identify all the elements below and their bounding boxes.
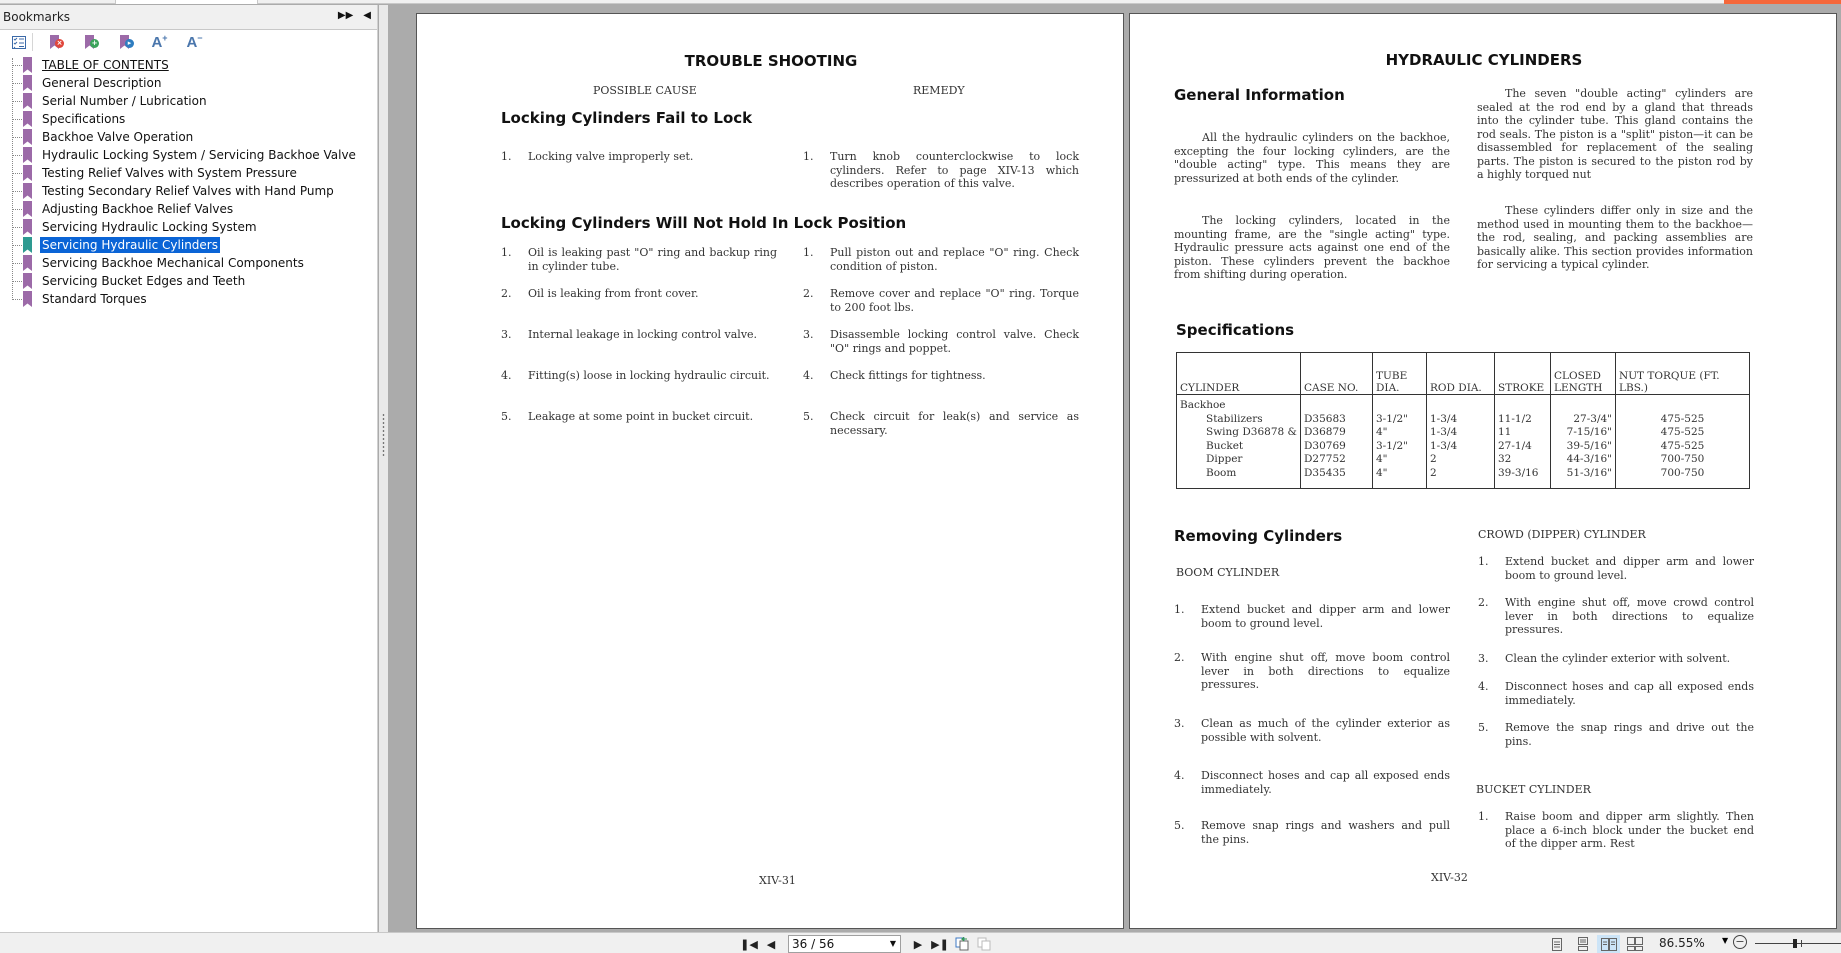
step-item: 1. Raise boom and dipper arm slightly. Then place a 6-inch block under the bucket end of the dipper arm. Rest xyxy=(1478,810,1754,850)
tab-active[interactable] xyxy=(116,0,258,4)
bookmark-icon xyxy=(23,201,32,217)
subheading-crowd-cylinder: CROWD (DIPPER) CYLINDER xyxy=(1478,528,1646,541)
bookmark-icon xyxy=(23,93,32,109)
cause-item: 1. Locking valve improperly set. xyxy=(501,150,694,163)
paragraph: These cylinders differ only in size and the method used in mounting them to the backhoe—the rod, sealing, and packing assemblies are basically alike. This section provides information for servicing a typical cylinder. xyxy=(1477,204,1753,271)
bookmark-tree xyxy=(0,54,377,308)
bookmark-item-bucket-edges[interactable]: Servicing Bucket Edges and Teeth xyxy=(0,272,377,290)
bookmark-icon xyxy=(23,57,32,73)
bookmark-item-standard-torques[interactable]: Standard Torques xyxy=(0,290,377,308)
font-increase-button[interactable] xyxy=(142,32,177,52)
bookmark-icon xyxy=(23,219,32,235)
column-header-cause: POSSIBLE CAUSE xyxy=(593,84,697,97)
cause-item: 3. Internal leakage in locking control valve. xyxy=(501,328,758,341)
bookmark-icon xyxy=(23,165,32,181)
continuous-view-button[interactable] xyxy=(1571,935,1594,953)
page-navigation xyxy=(738,935,995,953)
bookmark-icon xyxy=(23,75,32,91)
chevron-down-icon[interactable]: ▼ xyxy=(889,939,896,948)
step-item: 2. With engine shut off, move crowd control lever in both directions to equalize pressures. xyxy=(1478,596,1754,636)
bookmark-icon xyxy=(23,147,32,163)
remedy-item: 1. Pull piston out and replace "O" ring. Check condition of piston. xyxy=(803,246,1079,273)
first-page-button[interactable] xyxy=(738,936,760,953)
single-page-icon xyxy=(1552,938,1562,951)
add-bookmark-button[interactable]: + xyxy=(72,32,107,52)
last-page-icon: ▶❚ xyxy=(931,937,949,951)
remedy-item: 5. Check circuit for leak(s) and service as necessary. xyxy=(803,410,1079,437)
remedy-item: 3. Disassemble locking control valve. Check "O" rings and poppet. xyxy=(803,328,1079,355)
step-item: 3. Clean the cylinder exterior with solvent. xyxy=(1478,652,1731,665)
zoom-dropdown-icon[interactable]: ▼ xyxy=(1722,936,1729,945)
continuous-facing-icon xyxy=(1627,937,1643,951)
bookmark-icon xyxy=(23,111,32,127)
bookmark-item-general-description[interactable]: General Description xyxy=(0,74,377,92)
zoom-out-button[interactable]: − xyxy=(1733,935,1747,949)
bookmark-item-testing-relief-valves[interactable]: Testing Relief Valves with System Pressure xyxy=(0,164,377,182)
checklist-icon xyxy=(12,36,26,49)
section-heading: Removing Cylinders xyxy=(1174,527,1343,545)
table-row: Backhoe Stabilizers Swing D36878 & Bucket Dipper Boom D35683 D36879 D30769 D27752 D35435 3-1/2" 4" 3-1/2" 4" 4" 1-3/4 1-3/4 1-3/4 2 2 11-1/2 11 27-1/4 32 39-3/16 27-3/4" 7-15/16" 39-5/16" 44-3/16" 51-3/16" 475-525 475-525 475-525 700-750 700-750 xyxy=(1177,395,1750,489)
tab-strip xyxy=(0,0,1841,4)
bookmark-icon xyxy=(23,273,32,289)
previous-view-icon xyxy=(955,937,970,951)
facing-pages-icon xyxy=(1601,938,1617,951)
goto-bookmark-button[interactable]: ▸ xyxy=(107,32,142,52)
view-mode-buttons xyxy=(1545,935,1646,953)
splitter-grip-icon[interactable] xyxy=(382,413,385,457)
tab[interactable] xyxy=(0,0,116,4)
page-xiv-32 xyxy=(1129,13,1837,929)
page-number-field[interactable]: 36 / 56 ▼ xyxy=(788,935,901,953)
page-title: TROUBLE SHOOTING xyxy=(684,52,858,70)
section-heading: Locking Cylinders Will Not Hold In Lock Position xyxy=(501,214,907,232)
paragraph: The locking cylinders, located in the mounting frame, are the "single acting" type. Hydraulic pressure acts against one end of the piston. These cylinders prevent the backhoe from shifting during operation. xyxy=(1174,214,1450,281)
cause-item: 2. Oil is leaking from front cover. xyxy=(501,287,699,300)
last-page-button[interactable] xyxy=(929,936,951,953)
previous-view-button[interactable] xyxy=(951,936,973,953)
status-bar xyxy=(0,932,1841,953)
bookmark-item-adjusting-relief-valves[interactable]: Adjusting Backhoe Relief Valves xyxy=(0,200,377,218)
cause-item: 4. Fitting(s) loose in locking hydraulic circuit. xyxy=(501,369,770,382)
continuous-facing-view-button[interactable] xyxy=(1623,935,1646,953)
cause-item: 5. Leakage at some point in bucket circuit. xyxy=(501,410,754,423)
panel-splitter[interactable] xyxy=(379,5,388,932)
step-item: 4. Disconnect hoses and cap all exposed ends immediately. xyxy=(1478,680,1754,707)
document-view xyxy=(388,5,1841,932)
cause-item: 1. Oil is leaking past "O" ring and backup ring in cylinder tube. xyxy=(501,246,777,273)
zoom-slider-tick xyxy=(1801,940,1802,947)
bookmark-item-hydraulic-locking-system[interactable]: Hydraulic Locking System / Servicing Backhoe Valve xyxy=(0,146,377,164)
specifications-table xyxy=(1176,352,1750,489)
bookmark-icon xyxy=(23,291,32,307)
section-heading: Specifications xyxy=(1176,321,1295,339)
bookmarks-header xyxy=(0,5,377,30)
remedy-item: 4. Check fittings for tightness. xyxy=(803,369,986,382)
step-item: 1. Extend bucket and dipper arm and lower boom to ground level. xyxy=(1174,603,1450,630)
bookmarks-panel xyxy=(0,5,378,932)
zoom-slider-thumb[interactable] xyxy=(1793,939,1797,948)
bookmark-icon xyxy=(23,255,32,271)
remedy-item: 2. Remove cover and replace "O" ring. Torque to 200 foot lbs. xyxy=(803,287,1079,314)
first-page-icon: ❚◀ xyxy=(740,937,758,951)
step-item: 4. Disconnect hoses and cap all exposed ends immediately. xyxy=(1174,769,1450,796)
single-page-view-button[interactable] xyxy=(1545,935,1568,953)
panel-expand-icon[interactable]: ▶▶ xyxy=(337,10,354,21)
paragraph: All the hydraulic cylinders on the backhoe, excepting the four locking cylinders, are the "double acting" type. This means they are pressurized at both ends of the cylinder. xyxy=(1174,131,1450,185)
step-item: 5. Remove the snap rings and drive out the pins. xyxy=(1478,721,1754,748)
bookmark-icon xyxy=(23,183,32,199)
bookmark-item-backhoe-valve-operation[interactable]: Backhoe Valve Operation xyxy=(0,128,377,146)
bookmark-current-icon xyxy=(23,237,32,253)
font-increase-icon: A+ xyxy=(151,33,168,51)
toolbar-divider xyxy=(32,33,33,51)
bookmark-item-table-of-contents[interactable]: TABLE OF CONTENTS xyxy=(0,56,377,74)
page-number: XIV-31 xyxy=(759,874,796,887)
zoom-slider[interactable] xyxy=(1755,943,1841,944)
facing-view-button[interactable] xyxy=(1597,935,1620,953)
section-heading: Locking Cylinders Fail to Lock xyxy=(501,109,753,127)
page-title: HYDRAULIC CYLINDERS xyxy=(1385,51,1583,69)
delete-bookmark-button[interactable]: × xyxy=(37,32,72,52)
next-view-icon xyxy=(977,937,992,951)
paragraph: The seven "double acting" cylinders are sealed at the rod end by a gland that threads into the cylinder tube. This gland contains the rod seals. The piston is a "split" piston—it can be disassembled for replacement of the sealing parts. The piston is secured to the piston rod by a highly torqued nut xyxy=(1477,87,1753,181)
bookmark-item-servicing-locking-system[interactable]: Servicing Hydraulic Locking System xyxy=(0,218,377,236)
bookmark-icon xyxy=(23,129,32,145)
column-header-remedy: REMEDY xyxy=(913,84,965,97)
remedy-item: 1. Turn knob counterclockwise to lock cylinders. Refer to page XIV-13 which describes operation of this valve. xyxy=(803,150,1079,190)
subheading-bucket-cylinder: BUCKET CYLINDER xyxy=(1476,783,1591,796)
panel-collapse-icon[interactable]: ◀ xyxy=(363,10,371,21)
next-page-icon: ▶ xyxy=(913,937,923,951)
step-item: 1. Extend bucket and dipper arm and lower boom to ground level. xyxy=(1478,555,1754,582)
previous-page-button[interactable] xyxy=(760,936,782,953)
continuous-page-icon xyxy=(1578,937,1588,951)
bookmark-item-serial-number[interactable]: Serial Number / Lubrication xyxy=(0,92,377,110)
page-xiv-31 xyxy=(416,13,1124,929)
previous-page-icon: ◀ xyxy=(766,937,776,951)
step-item: 3. Clean as much of the cylinder exterior as possible with solvent. xyxy=(1174,717,1450,744)
bookmark-item-testing-secondary-relief[interactable]: Testing Secondary Relief Valves with Hand Pump xyxy=(0,182,377,200)
next-page-button[interactable] xyxy=(907,936,929,953)
section-heading: General Information xyxy=(1174,86,1345,104)
next-view-button[interactable] xyxy=(973,936,995,953)
bookmarks-toolbar xyxy=(0,30,377,54)
subheading-boom-cylinder: BOOM CYLINDER xyxy=(1176,566,1280,579)
step-item: 5. Remove snap rings and washers and pull the pins. xyxy=(1174,819,1450,846)
table-header-row: CYLINDER CASE NO. TUBE DIA. ROD DIA. STROKE CLOSED LENGTH NUT TORQUE (FT. LBS.) xyxy=(1177,353,1750,395)
accent-bar xyxy=(1724,0,1841,4)
bookmark-item-specifications[interactable]: Specifications xyxy=(0,110,377,128)
bookmark-item-servicing-mechanical[interactable]: Servicing Backhoe Mechanical Components xyxy=(0,254,377,272)
font-decrease-button[interactable] xyxy=(177,32,212,52)
font-decrease-icon: A− xyxy=(186,33,203,51)
bookmarks-title: Bookmarks xyxy=(3,10,71,24)
page-number: XIV-32 xyxy=(1431,871,1468,884)
bookmark-item-servicing-hydraulic-cylinders[interactable]: Servicing Hydraulic Cylinders xyxy=(0,236,377,254)
zoom-level[interactable]: 86.55% xyxy=(1659,936,1705,950)
expand-all-button[interactable] xyxy=(6,32,32,52)
step-item: 2. With engine shut off, move boom control lever in both directions to equalize pressures. xyxy=(1174,651,1450,691)
